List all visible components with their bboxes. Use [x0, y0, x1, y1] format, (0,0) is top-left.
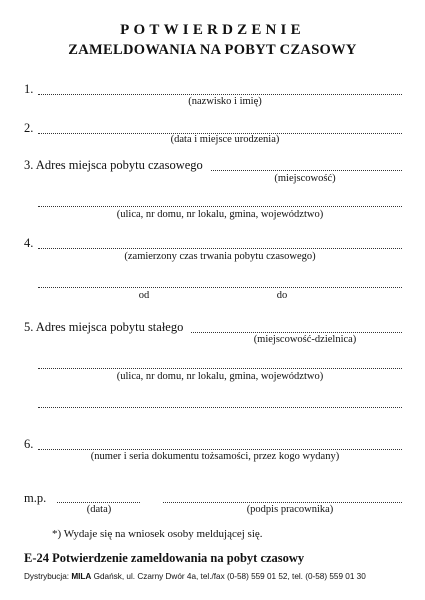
field-4-caption: (zamierzony czas trwania pobytu czasowego) — [124, 251, 316, 262]
footnote: *) Wydaje się na wniosek osoby meldującej się. — [52, 528, 263, 540]
field-5-street-caption: (ulica, nr domu, nr lokalu, gmina, województwo) — [116, 371, 324, 382]
form-title-line1: POTWIERDZENIE — [120, 22, 305, 38]
field-4-label: 4. — [24, 236, 34, 250]
field-5-label: 5. Adres miejsca pobytu stałego — [24, 320, 184, 334]
field-5-city-line[interactable] — [191, 332, 402, 333]
field-2-label: 2. — [24, 121, 34, 135]
field-1-line[interactable] — [38, 94, 402, 95]
field-3-city-line[interactable] — [211, 170, 402, 171]
field-3-label: 3. Adres miejsca pobytu czasowego — [24, 158, 203, 172]
field-6-line[interactable] — [38, 449, 402, 450]
form-title-line2: ZAMELDOWANIA NA POBYT CZASOWY — [68, 42, 357, 58]
field-5-street-line[interactable] — [38, 368, 402, 369]
field-1-caption: (nazwisko i imię) — [188, 96, 262, 107]
field-5-city-caption: (miejscowość-dzielnica) — [253, 334, 357, 345]
field-4-dates-line[interactable] — [38, 287, 402, 288]
field-4-from-caption: od — [138, 290, 150, 301]
stamp-label: m.p. — [24, 491, 47, 505]
form-code-title: E-24 Potwierdzenie zameldowania na pobyt czasowy — [24, 551, 305, 565]
signature-caption: (podpis pracownika) — [246, 504, 334, 515]
date-line[interactable] — [57, 502, 140, 503]
signature-line[interactable] — [163, 502, 402, 503]
date-caption: (data) — [86, 504, 112, 515]
distribution-prefix: Dystrybucja: — [24, 572, 70, 581]
distribution-company: MILA — [71, 572, 92, 581]
field-6-caption: (numer i seria dokumentu tożsamości, przez kogo wydany) — [90, 451, 340, 462]
field-4-to-caption: do — [276, 290, 288, 301]
field-6-label: 6. — [24, 437, 34, 451]
distribution-info — [24, 572, 366, 581]
field-3-street-line[interactable] — [38, 206, 402, 207]
field-3-city-caption: (miejscowość) — [274, 173, 336, 184]
field-3-street-caption: (ulica, nr domu, nr lokalu, gmina, województwo) — [116, 209, 324, 220]
field-1-label: 1. — [24, 82, 34, 96]
field-5-extra-line[interactable] — [38, 407, 402, 408]
field-2-caption: (data i miejsce urodzenia) — [170, 134, 280, 145]
field-4-duration-line[interactable] — [38, 248, 402, 249]
distribution-address: Gdańsk, ul. Czarny Dwór 4a, tel./fax (0-58) 559 01 52, tel. (0-58) 559 01 30 — [93, 572, 366, 581]
